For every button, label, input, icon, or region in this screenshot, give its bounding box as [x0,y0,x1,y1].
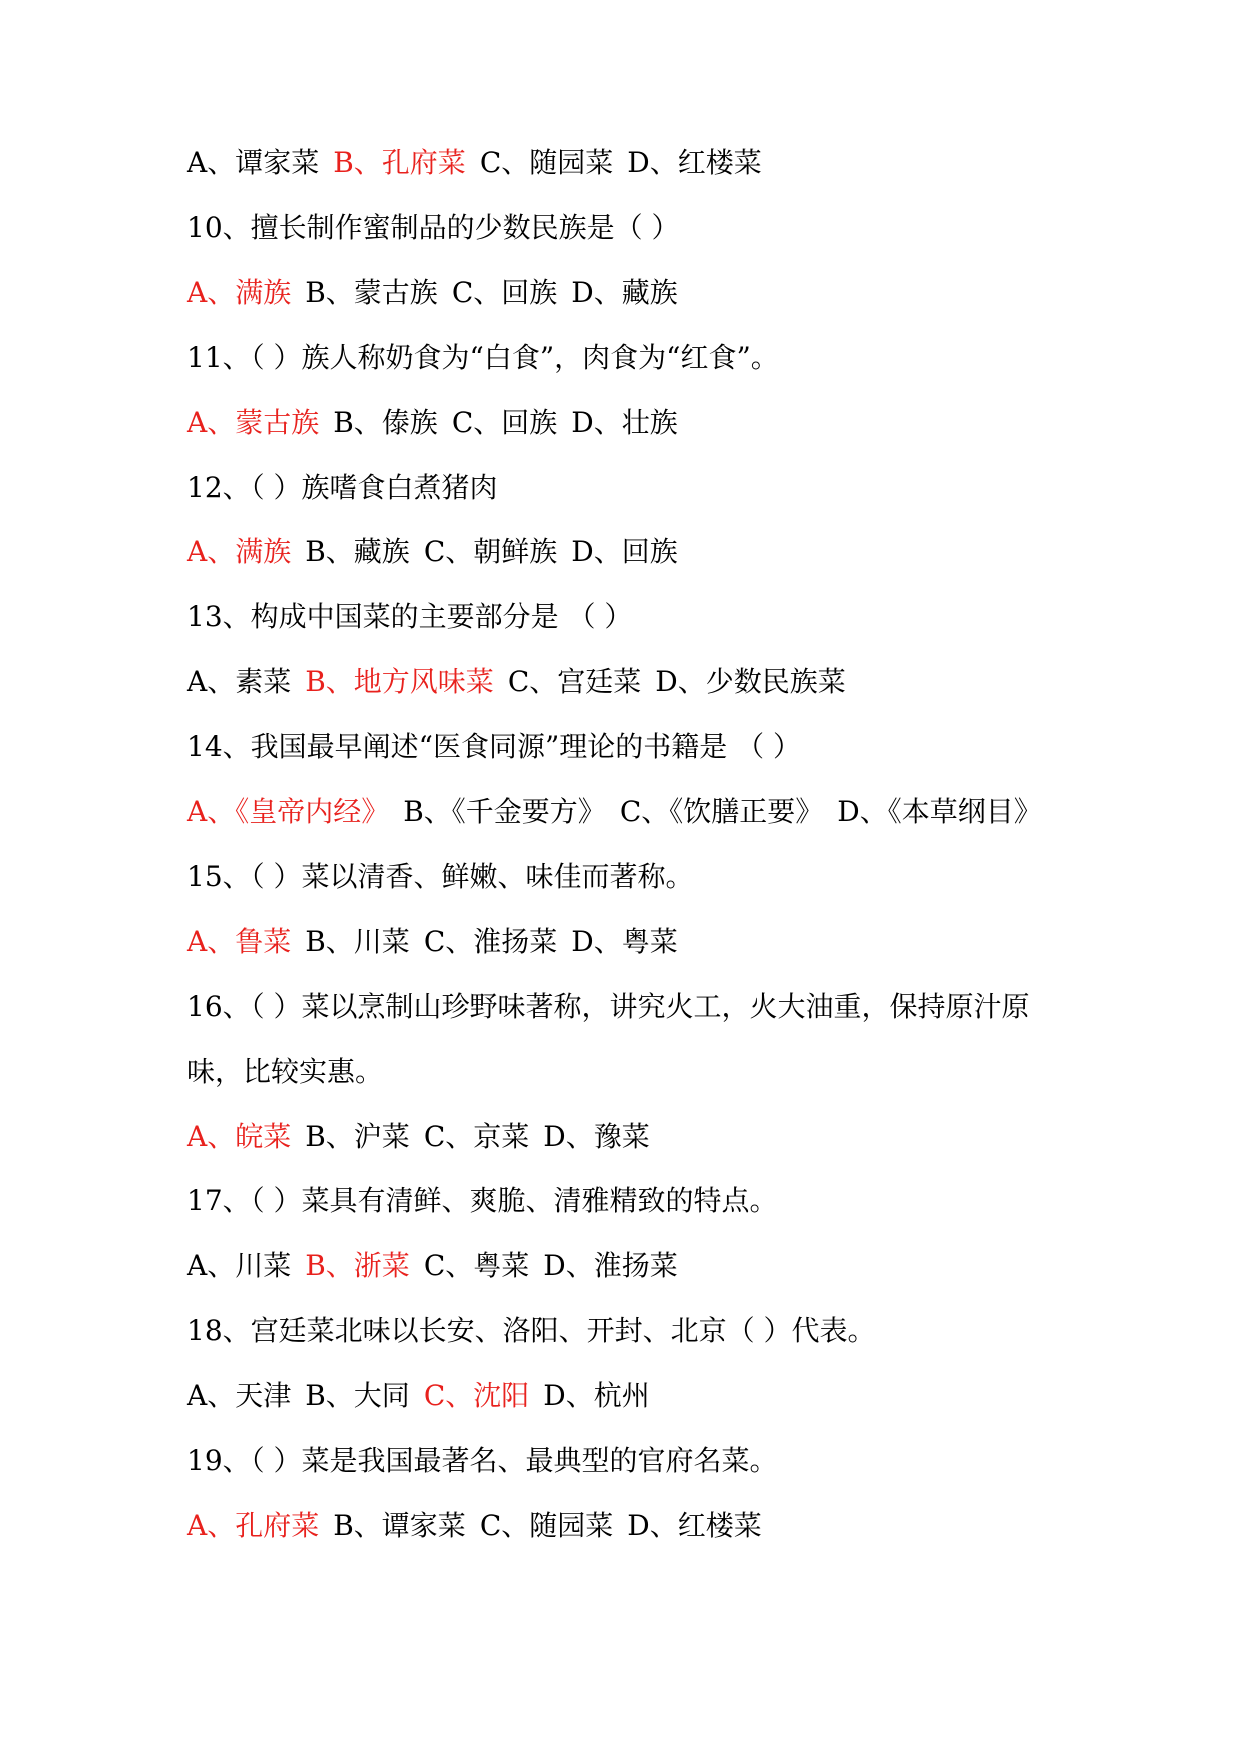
answer-option: B、傣族 [333,406,438,439]
question-text: 17、（ ）菜具有清鲜、爽脆、清雅精致的特点。 [187,1184,778,1217]
answer-option: B、藏族 [305,535,410,568]
answer-option: D、藏族 [571,276,678,309]
answer-option: C、淮扬菜 [423,925,558,958]
question-text: 11、（ ）族人称奶食为“白食”，肉食为“红食”。 [187,341,779,374]
answer-option: C、随园菜 [479,146,614,179]
options-row [187,922,1087,962]
answer-option: D、粤菜 [571,925,678,958]
correct-answer-option: A、鲁菜 [187,925,292,958]
options-row [187,1246,1087,1286]
answer-option: B、《千金要方》 [403,795,606,828]
correct-answer-option: A、满族 [187,276,292,309]
answer-option: D、《本草纲目》 [837,795,1042,828]
answer-option: B、川菜 [305,925,410,958]
question-text: 13、构成中国菜的主要部分是 （ ） [187,600,633,633]
correct-answer-option: C、沈阳 [423,1379,530,1412]
answer-option: C、回族 [451,406,558,439]
answer-option: D、回族 [571,535,678,568]
options-row [187,662,1087,702]
question-text: 18、宫廷菜北味以长安、洛阳、开封、北京（ ）代表。 [187,1314,876,1347]
answer-option: B、谭家菜 [333,1509,466,1542]
question-text: 15、（ ）菜以清香、鲜嫩、味佳而著称。 [187,860,694,893]
options-row [187,532,1087,572]
answer-option: C、朝鲜族 [423,535,558,568]
question-text: 10、擅长制作蜜制品的少数民族是（ ） [187,211,680,244]
question-text: 19、（ ）菜是我国最著名、最典型的官府名菜。 [187,1444,778,1477]
correct-answer-option: A、孔府菜 [187,1509,320,1542]
answer-option: C、随园菜 [479,1509,614,1542]
question-text: 12、（ ）族嗜食白煮猪肉 [187,471,498,504]
answer-option: A、谭家菜 [187,146,320,179]
answer-option: D、豫菜 [543,1120,650,1153]
answer-option: C、《饮膳正要》 [619,795,824,828]
answer-option: C、粤菜 [423,1249,530,1282]
answer-option: D、红楼菜 [627,146,762,179]
answer-option: D、壮族 [571,406,678,439]
options-row [187,273,1087,313]
correct-answer-option: B、浙菜 [305,1249,410,1282]
answer-option: D、少数民族菜 [655,665,846,698]
answer-option: D、杭州 [543,1379,650,1412]
options-row [187,403,1087,443]
question-text: 16、（ ）菜以烹制山珍野味著称，讲究火工，火大油重，保持原汁原 [187,990,1030,1023]
question-text: 14、我国最早阐述“医食同源”理论的书籍是 （ ） [187,730,802,763]
answer-option: C、宫廷菜 [507,665,642,698]
options-row [187,1506,1087,1546]
question-text: 味，比较实惠。 [187,1055,384,1088]
answer-option: C、京菜 [423,1120,530,1153]
answer-option: A、素菜 [187,665,292,698]
answer-option: A、川菜 [187,1249,292,1282]
options-row [187,792,1087,832]
correct-answer-option: A、满族 [187,535,292,568]
answer-option: C、回族 [451,276,558,309]
options-row [187,143,1087,183]
answer-option: B、大同 [305,1379,410,1412]
answer-option: A、天津 [187,1379,292,1412]
correct-answer-option: B、地方风味菜 [305,665,494,698]
options-row [187,1117,1087,1157]
answer-option: B、沪菜 [305,1120,410,1153]
correct-answer-option: A、皖菜 [187,1120,292,1153]
correct-answer-option: A、《皇帝内经》 [187,795,390,828]
correct-answer-option: A、蒙古族 [187,406,320,439]
answer-option: D、淮扬菜 [543,1249,678,1282]
options-row [187,1376,1087,1416]
answer-option: D、红楼菜 [627,1509,762,1542]
answer-option: B、蒙古族 [305,276,438,309]
correct-answer-option: B、孔府菜 [333,146,466,179]
